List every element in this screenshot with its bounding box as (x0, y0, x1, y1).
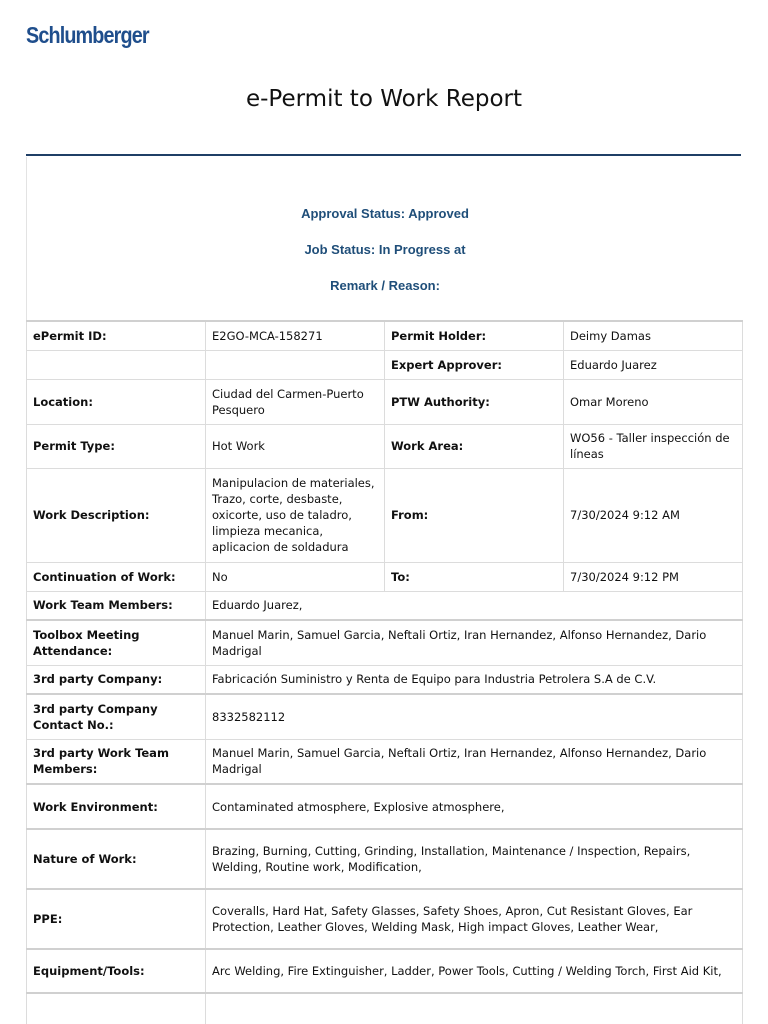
third-party-company-label: 3rd party Company: (27, 665, 206, 694)
table-row (27, 591, 743, 620)
nature-of-work-value: Brazing, Burning, Cutting, Grinding, Installation, Maintenance / Inspection, Repairs, Welding, Routine work, Modification, (206, 829, 743, 889)
table-row (27, 424, 743, 468)
permit-type-label: Permit Type: (27, 424, 206, 468)
table-row (27, 620, 743, 665)
table-row (27, 350, 743, 379)
work-team-label: Work Team Members: (27, 591, 206, 620)
work-environment-label: Work Environment: (27, 784, 206, 829)
remark-reason: Remark / Reason: (330, 278, 440, 293)
table-row (27, 829, 743, 889)
location-value: Ciudad del Carmen-Puerto Pesquero (206, 379, 385, 424)
empty-cell (206, 993, 743, 1024)
ptw-authority-value: Omar Moreno (564, 379, 743, 424)
work-area-label: Work Area: (385, 424, 564, 468)
work-environment-value: Contaminated atmosphere, Explosive atmosphere, (206, 784, 743, 829)
work-area-value: WO56 - Taller inspección de líneas (564, 424, 743, 468)
expert-approver-value: Eduardo Juarez (564, 350, 743, 379)
approval-status: Approval Status: Approved (301, 206, 469, 221)
toolbox-value: Manuel Marin, Samuel Garcia, Neftali Ortiz, Iran Hernandez, Alfonso Hernandez, Dario Madrigal (206, 620, 743, 665)
expert-approver-label: Expert Approver: (385, 350, 564, 379)
toolbox-label: Toolbox Meeting Attendance: (27, 620, 206, 665)
third-party-company-value: Fabricación Suministro y Renta de Equipo para Industria Petrolera S.A de C.V. (206, 665, 743, 694)
empty-cell (27, 993, 206, 1024)
third-party-contact-value: 8332582112 (206, 694, 743, 739)
table-row (27, 949, 743, 993)
permit-details-table (26, 320, 743, 1024)
nature-of-work-label: Nature of Work: (27, 829, 206, 889)
ptw-authority-label: PTW Authority: (385, 379, 564, 424)
empty-cell (27, 350, 206, 379)
company-logo: Schlumberger (26, 22, 149, 48)
table-row (27, 784, 743, 829)
table-row (27, 468, 743, 562)
work-team-value: Eduardo Juarez, (206, 591, 743, 620)
third-party-contact-label: 3rd party Company Contact No.: (27, 694, 206, 739)
third-party-team-value: Manuel Marin, Samuel Garcia, Neftali Ortiz, Iran Hernandez, Alfonso Hernandez, Dario Madrigal (206, 739, 743, 784)
table-row (27, 694, 743, 739)
title-divider (26, 154, 741, 156)
continuation-value: No (206, 562, 385, 591)
table-row (27, 993, 743, 1024)
equipment-tools-label: Equipment/Tools: (27, 949, 206, 993)
to-label: To: (385, 562, 564, 591)
permit-holder-value: Deimy Damas (564, 321, 743, 350)
table-row (27, 379, 743, 424)
status-section (26, 157, 742, 321)
continuation-label: Continuation of Work: (27, 562, 206, 591)
job-status: Job Status: In Progress at (304, 242, 466, 257)
report-title: e-Permit to Work Report (245, 86, 523, 112)
from-label: From: (385, 468, 564, 562)
table-row (27, 665, 743, 694)
table-row (27, 739, 743, 784)
permit-holder-label: Permit Holder: (385, 321, 564, 350)
table-row (27, 889, 743, 949)
work-description-value: Manipulacion de materiales, Trazo, corte, desbaste, oxicorte, uso de taladro, limpieza mecanica, aplicacion de soldadura (206, 468, 385, 562)
permit-id-label: ePermit ID: (27, 321, 206, 350)
location-label: Location: (27, 379, 206, 424)
table-row (27, 562, 743, 591)
work-description-label: Work Description: (27, 468, 206, 562)
table-row (27, 321, 743, 350)
permit-type-value: Hot Work (206, 424, 385, 468)
from-value: 7/30/2024 9:12 AM (564, 468, 743, 562)
ppe-value: Coveralls, Hard Hat, Safety Glasses, Safety Shoes, Apron, Cut Resistant Gloves, Ear Protection, Leather Gloves, Welding Mask, High impact Gloves, Leather Wear, (206, 889, 743, 949)
ppe-label: PPE: (27, 889, 206, 949)
permit-id-value: E2GO-MCA-158271 (206, 321, 385, 350)
empty-cell (206, 350, 385, 379)
to-value: 7/30/2024 9:12 PM (564, 562, 743, 591)
equipment-tools-value: Arc Welding, Fire Extinguisher, Ladder, Power Tools, Cutting / Welding Torch, First Aid Kit, (206, 949, 743, 993)
third-party-team-label: 3rd party Work Team Members: (27, 739, 206, 784)
